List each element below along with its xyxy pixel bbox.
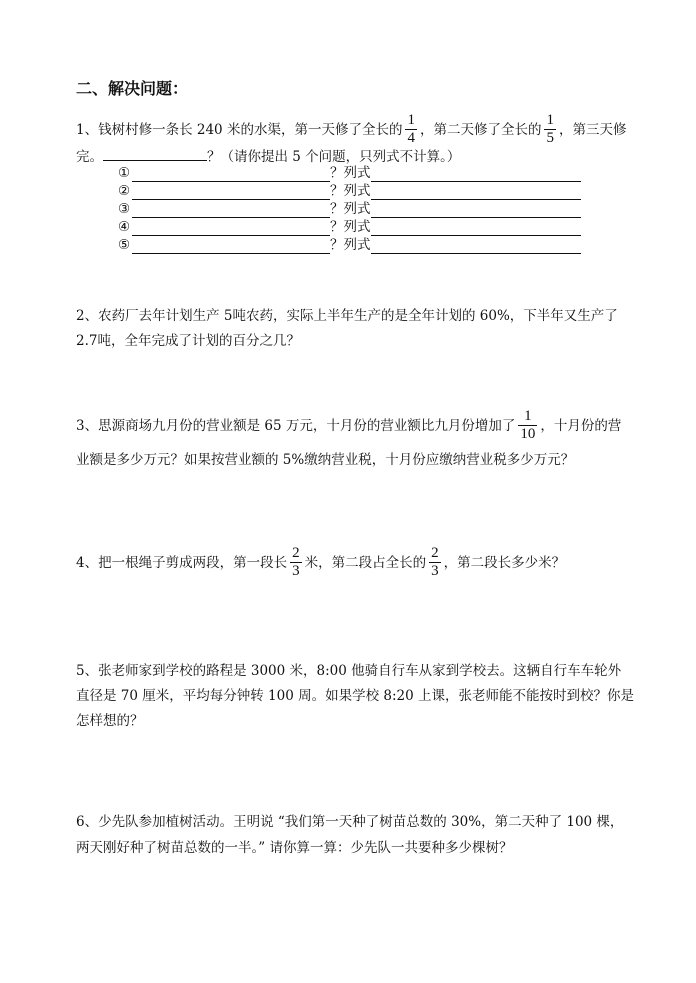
q1-sub-question-mark: ？ bbox=[330, 183, 344, 199]
q4-text-c: ，第二段长多少米？ bbox=[443, 554, 566, 571]
q2-line2: 2.7吨，全年完成了计划的百分之几？ bbox=[76, 333, 300, 349]
q3-text-b: ，十月份的营 bbox=[540, 417, 622, 434]
q1-sub-item bbox=[118, 218, 581, 236]
q1-sub-formula-label: 列式 bbox=[343, 237, 371, 253]
q1-text-c: ，第三天修 bbox=[558, 121, 627, 138]
q1-sub-item bbox=[118, 236, 581, 254]
q3-text-a: 3、思源商场九月份的营业额是 65 万元，十月份的营业额比九月份增加了 bbox=[76, 417, 516, 434]
q1-frac2-num: 1 bbox=[546, 112, 554, 128]
q1-fraction-1 bbox=[405, 112, 417, 147]
q3-line1 bbox=[76, 408, 621, 443]
q1-frac2-den: 5 bbox=[546, 130, 554, 146]
q1-line1 bbox=[76, 112, 626, 147]
q1-answer-blank[interactable] bbox=[103, 146, 207, 161]
q1-sub-formula-label: 列式 bbox=[343, 165, 371, 181]
q1-formula-blank[interactable] bbox=[371, 202, 581, 218]
q1-question-blank[interactable] bbox=[132, 238, 330, 254]
q3-fraction bbox=[518, 408, 537, 443]
q3-frac-num: 1 bbox=[524, 408, 532, 424]
q1-sub-item bbox=[118, 200, 581, 218]
q1-formula-blank[interactable] bbox=[371, 220, 581, 236]
q5-line1: 5、张老师家到学校的路程是 3000 米，8:00 他骑自行车从家到学校去。这辆自行车车轮外 bbox=[76, 663, 622, 679]
q1-sub-mark: ② bbox=[118, 183, 131, 199]
q4-line bbox=[76, 545, 565, 580]
q1-sub-formula-label: 列式 bbox=[343, 183, 371, 199]
q4-fraction-1 bbox=[290, 545, 302, 580]
q1-fraction-2 bbox=[544, 112, 556, 147]
q1-question-blank[interactable] bbox=[132, 166, 330, 182]
q6-line1: 6、少先队参加植树活动。王明说 “我们第一天种了树苗总数的 30%，第二天种了 100 棵， bbox=[76, 814, 624, 830]
q1-sub-mark: ③ bbox=[118, 201, 131, 217]
q1-sub-formula-label: 列式 bbox=[343, 219, 371, 235]
section-title: 二、解决问题： bbox=[76, 79, 189, 98]
q1-sub-question-mark: ？ bbox=[330, 237, 344, 253]
q1-line2-a: 完。 bbox=[76, 149, 103, 165]
q1-question-blank[interactable] bbox=[132, 220, 330, 236]
q1-frac1-num: 1 bbox=[407, 112, 415, 128]
q4-frac2-num: 2 bbox=[431, 545, 439, 561]
q1-formula-blank[interactable] bbox=[371, 238, 581, 254]
q1-text-b: ，第二天修了全长的 bbox=[419, 121, 542, 138]
q1-sub-mark: ④ bbox=[118, 219, 131, 235]
q1-sub-item bbox=[118, 164, 581, 182]
q4-frac2-den: 3 bbox=[431, 563, 439, 579]
q1-sub-mark: ⑤ bbox=[118, 237, 131, 253]
q1-formula-blank[interactable] bbox=[371, 184, 581, 200]
q2-line1: 2、农药厂去年计划生产 5吨农药，实际上半年生产的是全年计划的 60%，下半年又生产了 bbox=[76, 308, 618, 324]
q1-sub-mark: ① bbox=[118, 165, 131, 181]
q1-sub-question-mark: ？ bbox=[330, 219, 344, 235]
q4-frac1-den: 3 bbox=[292, 563, 300, 579]
q1-sub-item bbox=[118, 182, 581, 200]
q1-sub-question-mark: ？ bbox=[330, 201, 344, 217]
q4-fraction-2 bbox=[429, 545, 441, 580]
q4-frac1-num: 2 bbox=[292, 545, 300, 561]
q1-formula-blank[interactable] bbox=[371, 166, 581, 182]
q1-question-blank[interactable] bbox=[132, 184, 330, 200]
q3-line2: 业额是多少万元？如果按营业额的 5%缴纳营业税，十月份应缴纳营业税多少万元？ bbox=[76, 452, 575, 468]
q1-sub-formula-label: 列式 bbox=[343, 201, 371, 217]
q6-line2: 两天刚好种了树苗总数的一半。” 请你算一算：少先队一共要种多少棵树？ bbox=[76, 840, 513, 856]
q3-frac-den: 10 bbox=[520, 426, 536, 442]
q5-line3: 怎样想的？ bbox=[76, 713, 144, 729]
q1-text-a: 1、钱树村修一条长 240 米的水渠，第一天修了全长的 bbox=[76, 121, 403, 138]
q1-frac1-den: 4 bbox=[407, 130, 415, 146]
q4-text-b: 米，第二段占全长的 bbox=[304, 554, 427, 571]
q1-question-blank[interactable] bbox=[132, 202, 330, 218]
q5-line2: 直径是 70 厘米，平均每分钟转 100 周。如果学校 8:20 上课，张老师能不能按时到校？你是 bbox=[76, 688, 635, 704]
q4-text-a: 4、把一根绳子剪成两段，第一段长 bbox=[76, 554, 288, 571]
q1-sub-question-mark: ？ bbox=[330, 165, 344, 181]
q1-line2-b: ？（请你提出 5 个问题，只列式不计算。） bbox=[207, 149, 461, 165]
